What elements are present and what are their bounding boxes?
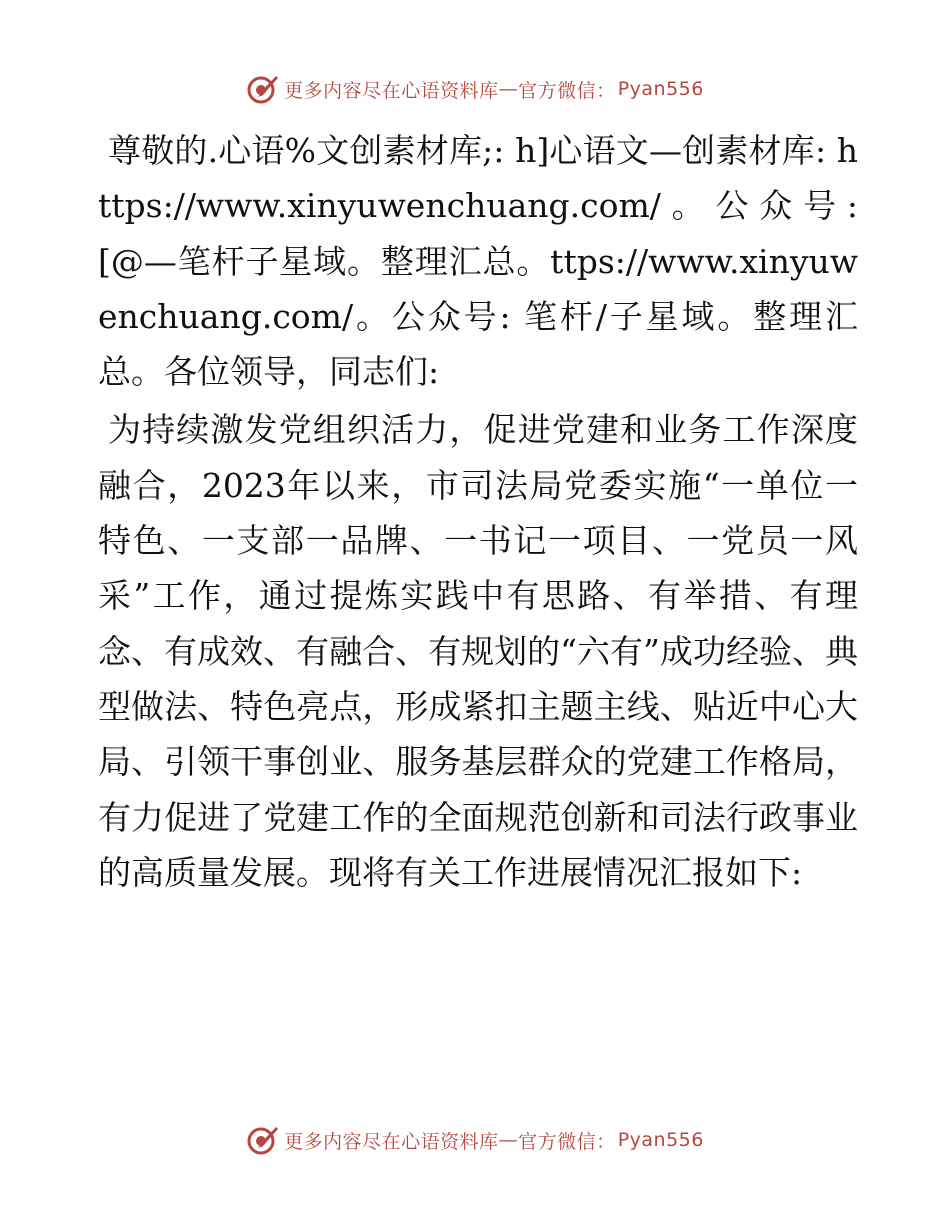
banner-text: 更多内容尽在心语资料库 [284,1130,499,1153]
banner-dash: — [498,1129,519,1151]
header-banner [0,69,950,109]
quill-seal-icon [246,1123,280,1157]
intro-paragraph: 为持续激发党组织活力，促进党建和业务工作深度融合，2023年以来，市司法局党委实施“一单位一特色、一支部一品牌、一书记一项目、一党员一风采”工作，通过提炼实践中有思路、有举措、有理念、有成效、有融合、有规划的“六有”成功经验、典型做法、特色亮点，形成紧扣主题主线、贴近中心大局、引领干事创业、服务基层群众的党建工作格局，有力促进了党建工作的全面规范创新和司法行政事业的高质量发展。现将有关工作进展情况汇报如下: [98,410,858,892]
banner-wechat-handle: Pyan556 [617,1129,704,1151]
banner-official-label: 官方微信： [518,79,616,102]
banner-wechat-handle: Pyan556 [617,78,704,100]
quill-seal-icon [246,72,280,106]
footer-banner [0,1120,950,1160]
banner-official-label: 官方微信： [518,1130,616,1153]
greeting-paragraph: 尊敬的.心语%文创素材库;: h]心语文—创素材库: https://www.xinyuwenchuang.com/。公众号: [@—笔杆子星域。整理汇总。ttps://www.xinyuwenchuang.com/。公众号: 笔杆/子星域。整理汇总。各位领导，同志们: [98,131,858,392]
document-body [98,123,858,900]
banner-dash: — [498,78,519,100]
banner-text: 更多内容尽在心语资料库 [284,79,499,102]
